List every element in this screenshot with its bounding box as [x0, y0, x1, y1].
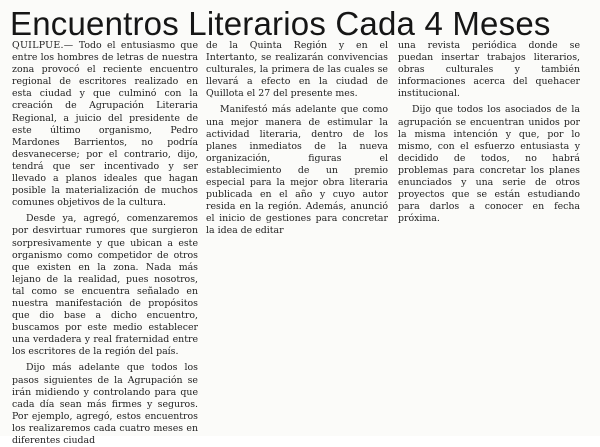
- article-paragraph: de la Quinta Región y en el Intertanto, se realizarán convivencias culturales, la primera de las cuales se llevará a efecto en la ciudad de Quillota el 27 del presente mes.: [206, 40, 388, 100]
- article-paragraph: Dijo más adelante que todos los pasos siguientes de la Agrupación se irán midiendo y controlando para que cada día sean más firmes y seguros. Por ejemplo, agregó, estos encuentros los realizaremos cada cuatro meses en diferentes ciudad: [12, 362, 198, 446]
- article-paragraph: Manifestó más adelante que como una mejor manera de estimular la actividad literaria, dentro de los planes inmediatos de la nueva organización, figuras el establecimiento de un premio especial para la mejor obra literaria publicada en el año y cuyo autor resida en la región. Además, anunció el inicio de gestiones para concretar la idea de editar: [206, 104, 388, 237]
- article-paragraph: [12, 40, 198, 209]
- article-dateline: QUILPUE.—: [12, 40, 74, 51]
- article-paragraph: una revista periódica donde se puedan insertar trabajos literarios, obras culturales y también informaciones acerca del quehacer institucional.: [398, 40, 580, 100]
- article-paragraph: Dijo que todos los asociados de la agrupación se encuentran unidos por la misma intención y que, por lo mismo, con el esfuerzo entusiasta y decidido de todos, no habrá problemas para concretar los planes enunciados y una serie de otros proyectos que se están estudiando para darlos a conocer en fecha próxima.: [398, 104, 580, 225]
- article-column-1: [12, 40, 198, 446]
- article-paragraph: Desde ya, agregó, comenzaremos por desvirtuar rumores que surgieron sorpresivamente y que ubican a este organismo como competidor de otros que existen en la zona. Nada más lejano de la realidad, pues nosotros, tal como se encuentra señalado en nuestra manifestación de propósitos que dio base a dicho encuentro, buscamos por este medio establecer una verdadera y real fraternidad entre los escritores de la región del país.: [12, 213, 198, 358]
- article-paragraph-text: Todo el entusiasmo que entre los hombres de letras de nuestra zona provocó el reciente encuentro regional de escritores realizado en esta ciudad y que culminó con la creación de Agrupación Literaria Regional, a juicio del presidente de este último organismo, Pedro Mardones Barrientos, no podría desvanecerse; por el contrario, dijo, tendrá que ser incentivado y ser llevado a planos ideales que hagan posible la materialización de muchos comunes objetivos de la cultura.: [12, 40, 198, 209]
- article-headline: Encuentros Literarios Cada 4 Meses: [10, 5, 551, 42]
- article-column-2: [206, 40, 388, 236]
- article-column-3: [398, 40, 580, 225]
